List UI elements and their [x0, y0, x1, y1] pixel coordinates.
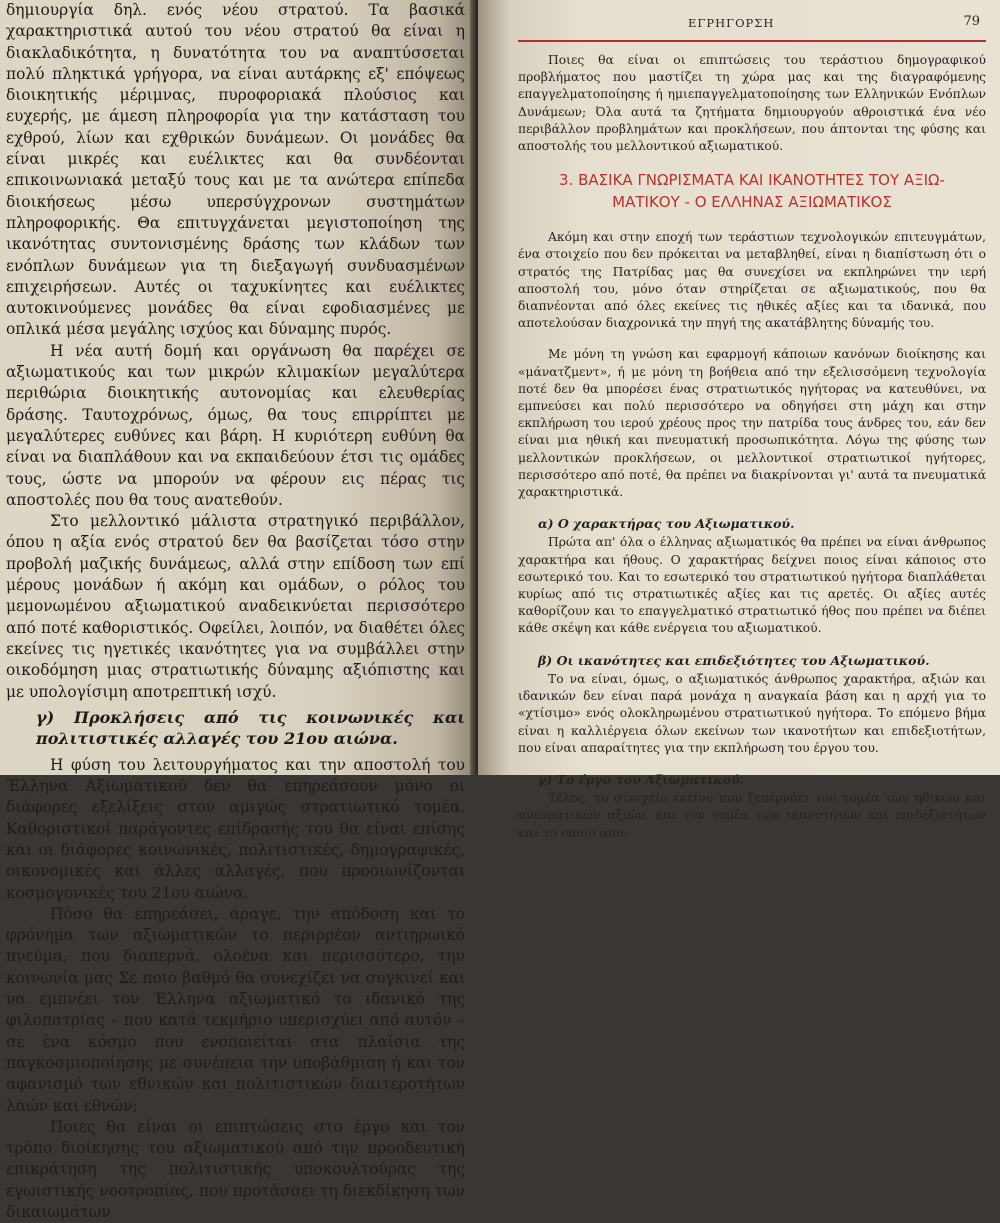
paragraph: Ακόμη και στην εποχή των τεράστιων τεχνολογικών επιτευγμάτων, ένα στοιχείο που δεν πρόκειται να μεταβληθεί, είναι η διαπίστωση ότι ο στρατός της Πατρίδας μας θα συνεχίσει να εκπληρώνει την ιερή αποστολή του, μόνο όταν στηρίζεται σε αξιωματικούς, που θα διαπνέονται από όλες εκείνες τις ηθικές αξίες και τα ιδανικά, που αποτελούσαν διαχρονικά την πηγή της ακατάβλητης δύναμής του.: [518, 230, 986, 331]
section-subheading: γ) Προκλήσεις από τις κοινωνικές και πολιτιστικές αλλαγές του 21ου αιώνα.: [36, 707, 465, 748]
paragraph: Πόσο θα επηρεάσει, άραγε, την απόδοση και το φρόνημα των αξιωματικών το περιρρέον αντιηρωικό πνεύμα, που διαπερνά, ολοένα και περισσότερο, την κοινωνία μας Σε ποιο βαθμό θα συνεχίζει να συγκινεί και να εμπνέει τον Έλληνα αξιωματικό το ιδανικό της φιλοπατρίας – που κατά τεκμήριο υπερισχύει από αυτόν – σε ένα κόσμο που ενοποιείται στα πλαίσια της παγκοσμιοποίησης με συνέπεια την υποβάθμιση ή και τον αφανισμό των εθνικών και πολιτιστικών διαιτεροτήτων λαών και εθνών;: [6, 904, 465, 1115]
paragraph: Ποιες θα είναι οι επιπτώσεις στο έργο και τον τρόπο διοίκησης του αξιωματικού από την προοδευτική επικράτηση της πολιτιστικής υποκουλτούρας της εγωιστικής νοοτροπίας, που προτάσσει τη διεκδίκηση των δικαιωμάτων: [6, 1117, 465, 1222]
running-header: [518, 0, 986, 42]
paragraph: Ποιες θα είναι οι επιπτώσεις του τεράστιου δημογραφικού προβλήματος που μαστίζει τη χώρα μας και της διαγραφόμενης επαγγελματοποίησης ή ημιεπαγγελματοποίησης των Ελληνικών Ενόπλων Δυνάμεων; Όλα αυτά τα ζητήματα δημιουργούν αθροιστικά ένα νέο περιβάλλον προβλημάτων και προκλήσεων, που άπτονται της φύσης και αποστολής του μελλοντικού αξιωματικού.: [518, 53, 986, 154]
paragraph: Το να είναι, όμως, ο αξιωματικός άνθρωπος χαρακτήρα, αξιών και ιδανικών δεν είναι παρά μονάχα η αναγκαία βάση και η αρχή για το «χτίσιμο» ενός ολοκληρωμένου στρατιωτικού ηγήτορα. Το επόμενο βήμα είναι η καλλιέργεια όλων εκείνων των ικανοτήτων και επιδεξιοτήτων, που είναι απαραίτητες για την εκπλήρωση του έργου του.: [518, 671, 986, 755]
chapter-title: [518, 169, 986, 213]
running-head-title: ΕΓΡΗΓΟΡΣΗ: [688, 16, 775, 30]
right-page: [478, 0, 1000, 840]
paragraph: Πρώτα απ' όλα ο έλληνας αξιωματικός θα πρέπει να είναι άνθρωπος χαρακτήρα και ήθους. Ο χαρακτήρας δείχνει ποιος είναι κάποιος στο εσωτερικό του. Και το εσωτερικό του στρατιωτικού ηγήτορα διαπλάθεται κυρίως από τις στρατιωτικές αξίες και τις αρετές. Οι αξίες αυτές καθορίζουν και το επαγγελματικό στρατιωτικό ήθος που πρέπει να διέπει κάθε σκέψη και κάθε ενέργεια του αξιωματικού.: [518, 535, 986, 636]
chapter-title-line: ΜΑΤΙΚΟΥ - Ο ΕΛΛΗΝΑΣ ΑΞΙΩΜΑΤΙΚΟΣ: [612, 193, 892, 212]
paragraph: Στο μελλοντικό μάλιστα στρατηγικό περιβάλλον, όπου η αξία ενός στρατού δεν θα βασίζεται τόσο στην προβολή μαζικής δυνάμεως, αλλά στην επίδοση των επί μέρους μονάδων ή ακόμη και ομάδων, ο ρόλος του μεμονωμένου αξιωματικού αναδεικνύεται περισσότερο από ποτέ καθοριστικός. Οφείλει, λοιπόν, να διαθέτει όλες εκείνες τις ηγετικές ικανότητες για να συμβάλλει στην οικοδόμηση μιας στρατιωτικής δύναμης αξιόπιστης και με υπολογίσιμη αποτρεπτική ισχύ.: [6, 512, 465, 701]
paragraph: Η φύση του λειτουργήματος και την αποστολή του Έλληνα Αξιωματικού δεν θα επηρεάσουν μόνο οι διάφορες εξελίξεις στον αμιγώς στρατιωτικό τομέα. Καθοριστικοί παράγοντες επίδρασής του θα είναι επίσης και οι διάφορες κοινωνικές, πολιτιστικές, δημογραφικές, οικονομικές και άλλες αλλαγές, που προοιωνίζονται κοσμογονικές του 21ου αιώνα.: [6, 755, 465, 902]
paragraph: Η νέα αυτή δομή και οργάνωση θα παρέχει σε αξιωματικούς και των μικρών κλιμακίων μεγαλύτερα περιθώρια διοικητικής αυτονομίας και ελευθερίας δράσης. Ταυτοχρόνως, όμως, θα τους επιρρίπτει με μεγαλύτερες ευθύνες και βάρη. Η κυριότερη ευθύνη θα είναι να διαπλάθουν και να εκπαιδεύουν έτσι τις ομάδες τους, ώστε να μπορούν να φέρουν εις πέρας τις αποστολές που θα τους ανατεθούν.: [6, 341, 465, 509]
left-page: [0, 0, 475, 1222]
right-page-text: [518, 52, 986, 842]
paragraph: Με μόνη τη γνώση και εφαρμογή κάποιων κανόνων διοίκησης και «μάνατζμεντ», ή με μόνη τη βοήθεια από την εξελισσόμενη τεχνολογία ποτέ δεν θα μπορέσει ένας στρατιωτικός ηγήτορας να κατευθύνει, να εμπνεύσει και πολύ περισσότερο να οδηγήσει στη μάχη και στην εκπλήρωση του ιερού χρέους προς την πατρίδα τους άνδρες του, εάν δεν είναι μια ηθική και πνευματική προσωπικότητα. Λόγω της φύσης των μελλοντικών προκλήσεων, οι μελλοντικοί στρατιωτικοί ηγήτορες, περισσότερο από ποτέ, θα πρέπει να διακρίνονται γι' αυτά τα πνευματικά χαρακτηριστικά.: [518, 347, 986, 500]
subsection-heading-b: β) Οι ικανότητες και επιδεξιότητες του Αξιωματικού.: [538, 652, 930, 668]
paragraph: Τέλος, το στοιχείο εκείνο που ξεπερνάει τον τομέα των ηθικών και πνευματικών αξιών, και τον τομέα των ικανοτήτων και επιδεξιοτήτων και το οποίο απο-: [518, 791, 986, 840]
paragraph: δημιουργία δηλ. ενός νέου στρατού. Τα βασικά χαρακτηριστικά αυτού του νέου στρατού θα είναι η διακλαδικότητα, η δυνατότητα του να αναπτύσσεται πολύ πληκτικά γρήγορα, να είναι αυτάρκης εξ' επόψεως διοικητικής μέριμνας, πυροφοριακά πλούσιος και ευχερής, με άμεση πληροφορία για την κατάσταση του εχθρού, λίων και εχθρικών δυνάμεων. Οι μονάδες θα είναι μικρές και ευέλικτες και θα συνδέονται επικοινωνιακά μεταξύ τους και με τα ανώτερα επίπεδα διοικήσεως μέσω υπερσύγχρονων συστημάτων πληροφορικής. Θα επιτυγχάνεται μεγιστοποίηση της ικανότητας συντονισμένης δράσης των κλάδων των ενόπλων δυνάμεων για τη διεξαγωγή συνδυασμένων επιχειρήσεων. Αυτές οι ταχυκίνητες και ευέλικτες αυτοκινούμενες μονάδες θα είναι εφοδιασμένες με οπλικά μέσα μεγάλης ισχύος και δύναμης πυρός.: [6, 1, 465, 339]
page-number: 79: [963, 14, 980, 29]
subsection-heading-a: α) Ο χαρακτήρας του Αξιωματικού.: [538, 516, 795, 532]
chapter-title-line: 3. ΒΑΣΙΚΑ ΓΝΩΡΙΣΜΑΤΑ ΚΑΙ ΙΚΑΝΟΤΗΤΕΣ ΤΟΥ ΑΞΙΩ-: [559, 171, 945, 190]
left-page-text: [6, 0, 465, 1223]
subsection-heading-c: γ) Το έργο του Αξιωματικού.: [538, 771, 745, 787]
